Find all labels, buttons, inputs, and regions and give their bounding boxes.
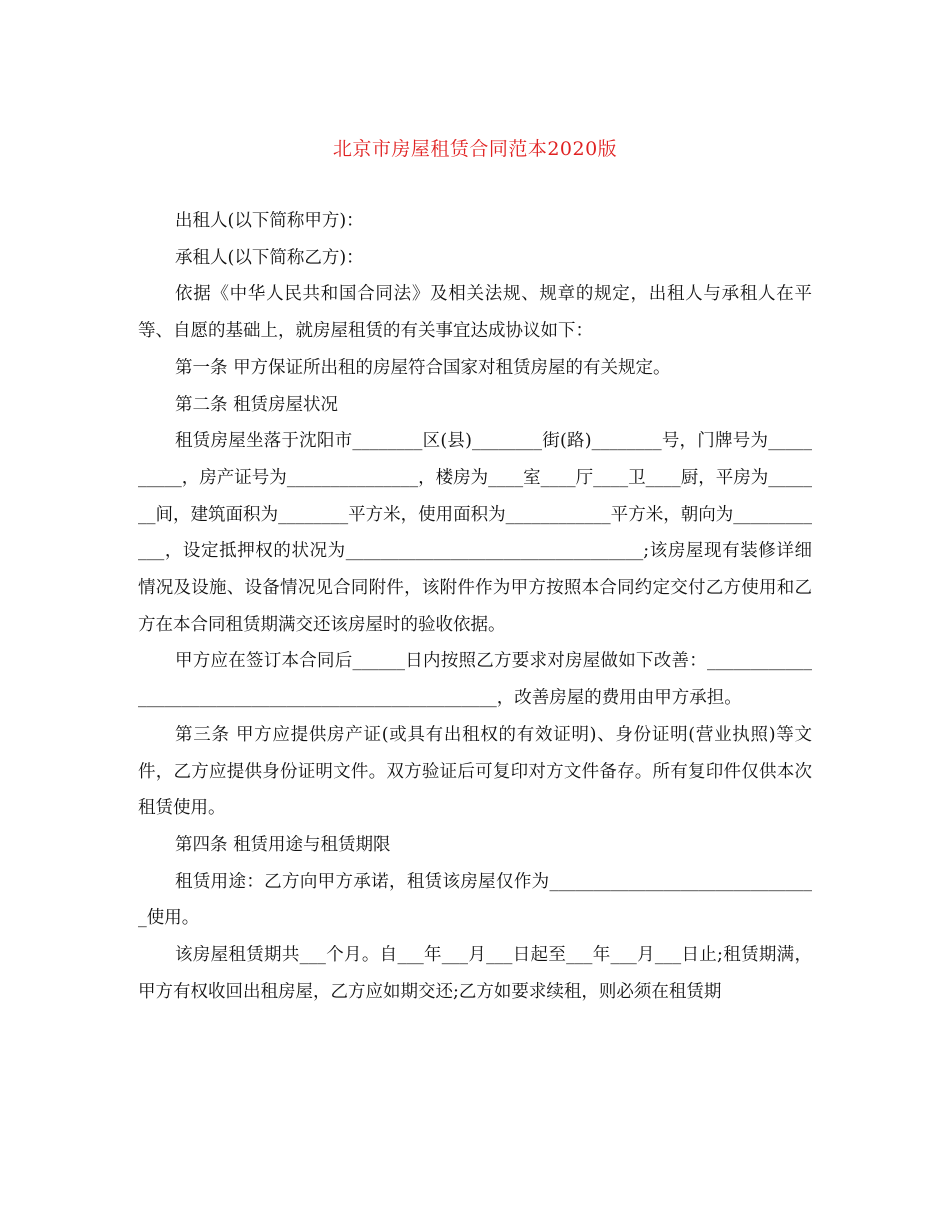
paragraph-improvements: 甲方应在签订本合同后______日内按照乙方要求对房屋做如下改善：_____________________________________________________，改善房屋的费用由甲方承担。 — [138, 651, 812, 709]
paragraph-article-2-heading: 第二条 租赁房屋状况 — [175, 394, 339, 415]
paragraph-lessee: 承租人(以下简称乙方)： — [175, 247, 364, 268]
paragraph-usage: 租赁用途：乙方向甲方承诺，租赁该房屋仅作为_______________________________使用。 — [138, 871, 812, 929]
paragraph-article-4-heading: 第四条 租赁用途与租赁期限 — [175, 834, 391, 855]
paragraph-article-3: 第三条 甲方应提供房产证(或具有出租权的有效证明)、身份证明(营业执照)等文件，乙方应提供身份证明文件。双方验证后可复印对方文件备存。所有复印件仅供本次租赁使用。 — [138, 724, 812, 819]
paragraph-lessor: 出租人(以下简称甲方)： — [175, 211, 364, 231]
document-body — [138, 203, 812, 1010]
document-title: 北京市房屋租赁合同范本2020版 — [332, 138, 618, 160]
paragraph-basis: 依据《中华人民共和国合同法》及相关法规、规章的规定，出租人与承租人在平等、自愿的基础上，就房屋租赁的有关事宜达成协议如下： — [138, 284, 812, 342]
paragraph-article-1: 第一条 甲方保证所出租的房屋符合国家对租赁房屋的有关规定。 — [175, 357, 671, 378]
paragraph-term: 该房屋租赁期共___个月。自___年___月___日起至___年___月___日止;租赁期满，甲方有权收回出租房屋，乙方应如期交还;乙方如要求续租，则必须在租赁期 — [138, 945, 812, 1002]
paragraph-property-details: 租赁房屋坐落于沈阳市________区(县)________街(路)________号，门牌号为__________，房产证号为_______________，楼房为____室____厅____卫____厨，平房为_______间，建筑面积为________平方米，使用面积为____________平方米，朝向为____________，设定抵押权的状况为__________________________________;该房屋现有装修详细情况及设施、设备情况见合同附件，该附件作为甲方按照本合同约定交付乙方使用和乙方在本合同租赁期满交还该房屋时的验收依据。 — [138, 431, 812, 635]
